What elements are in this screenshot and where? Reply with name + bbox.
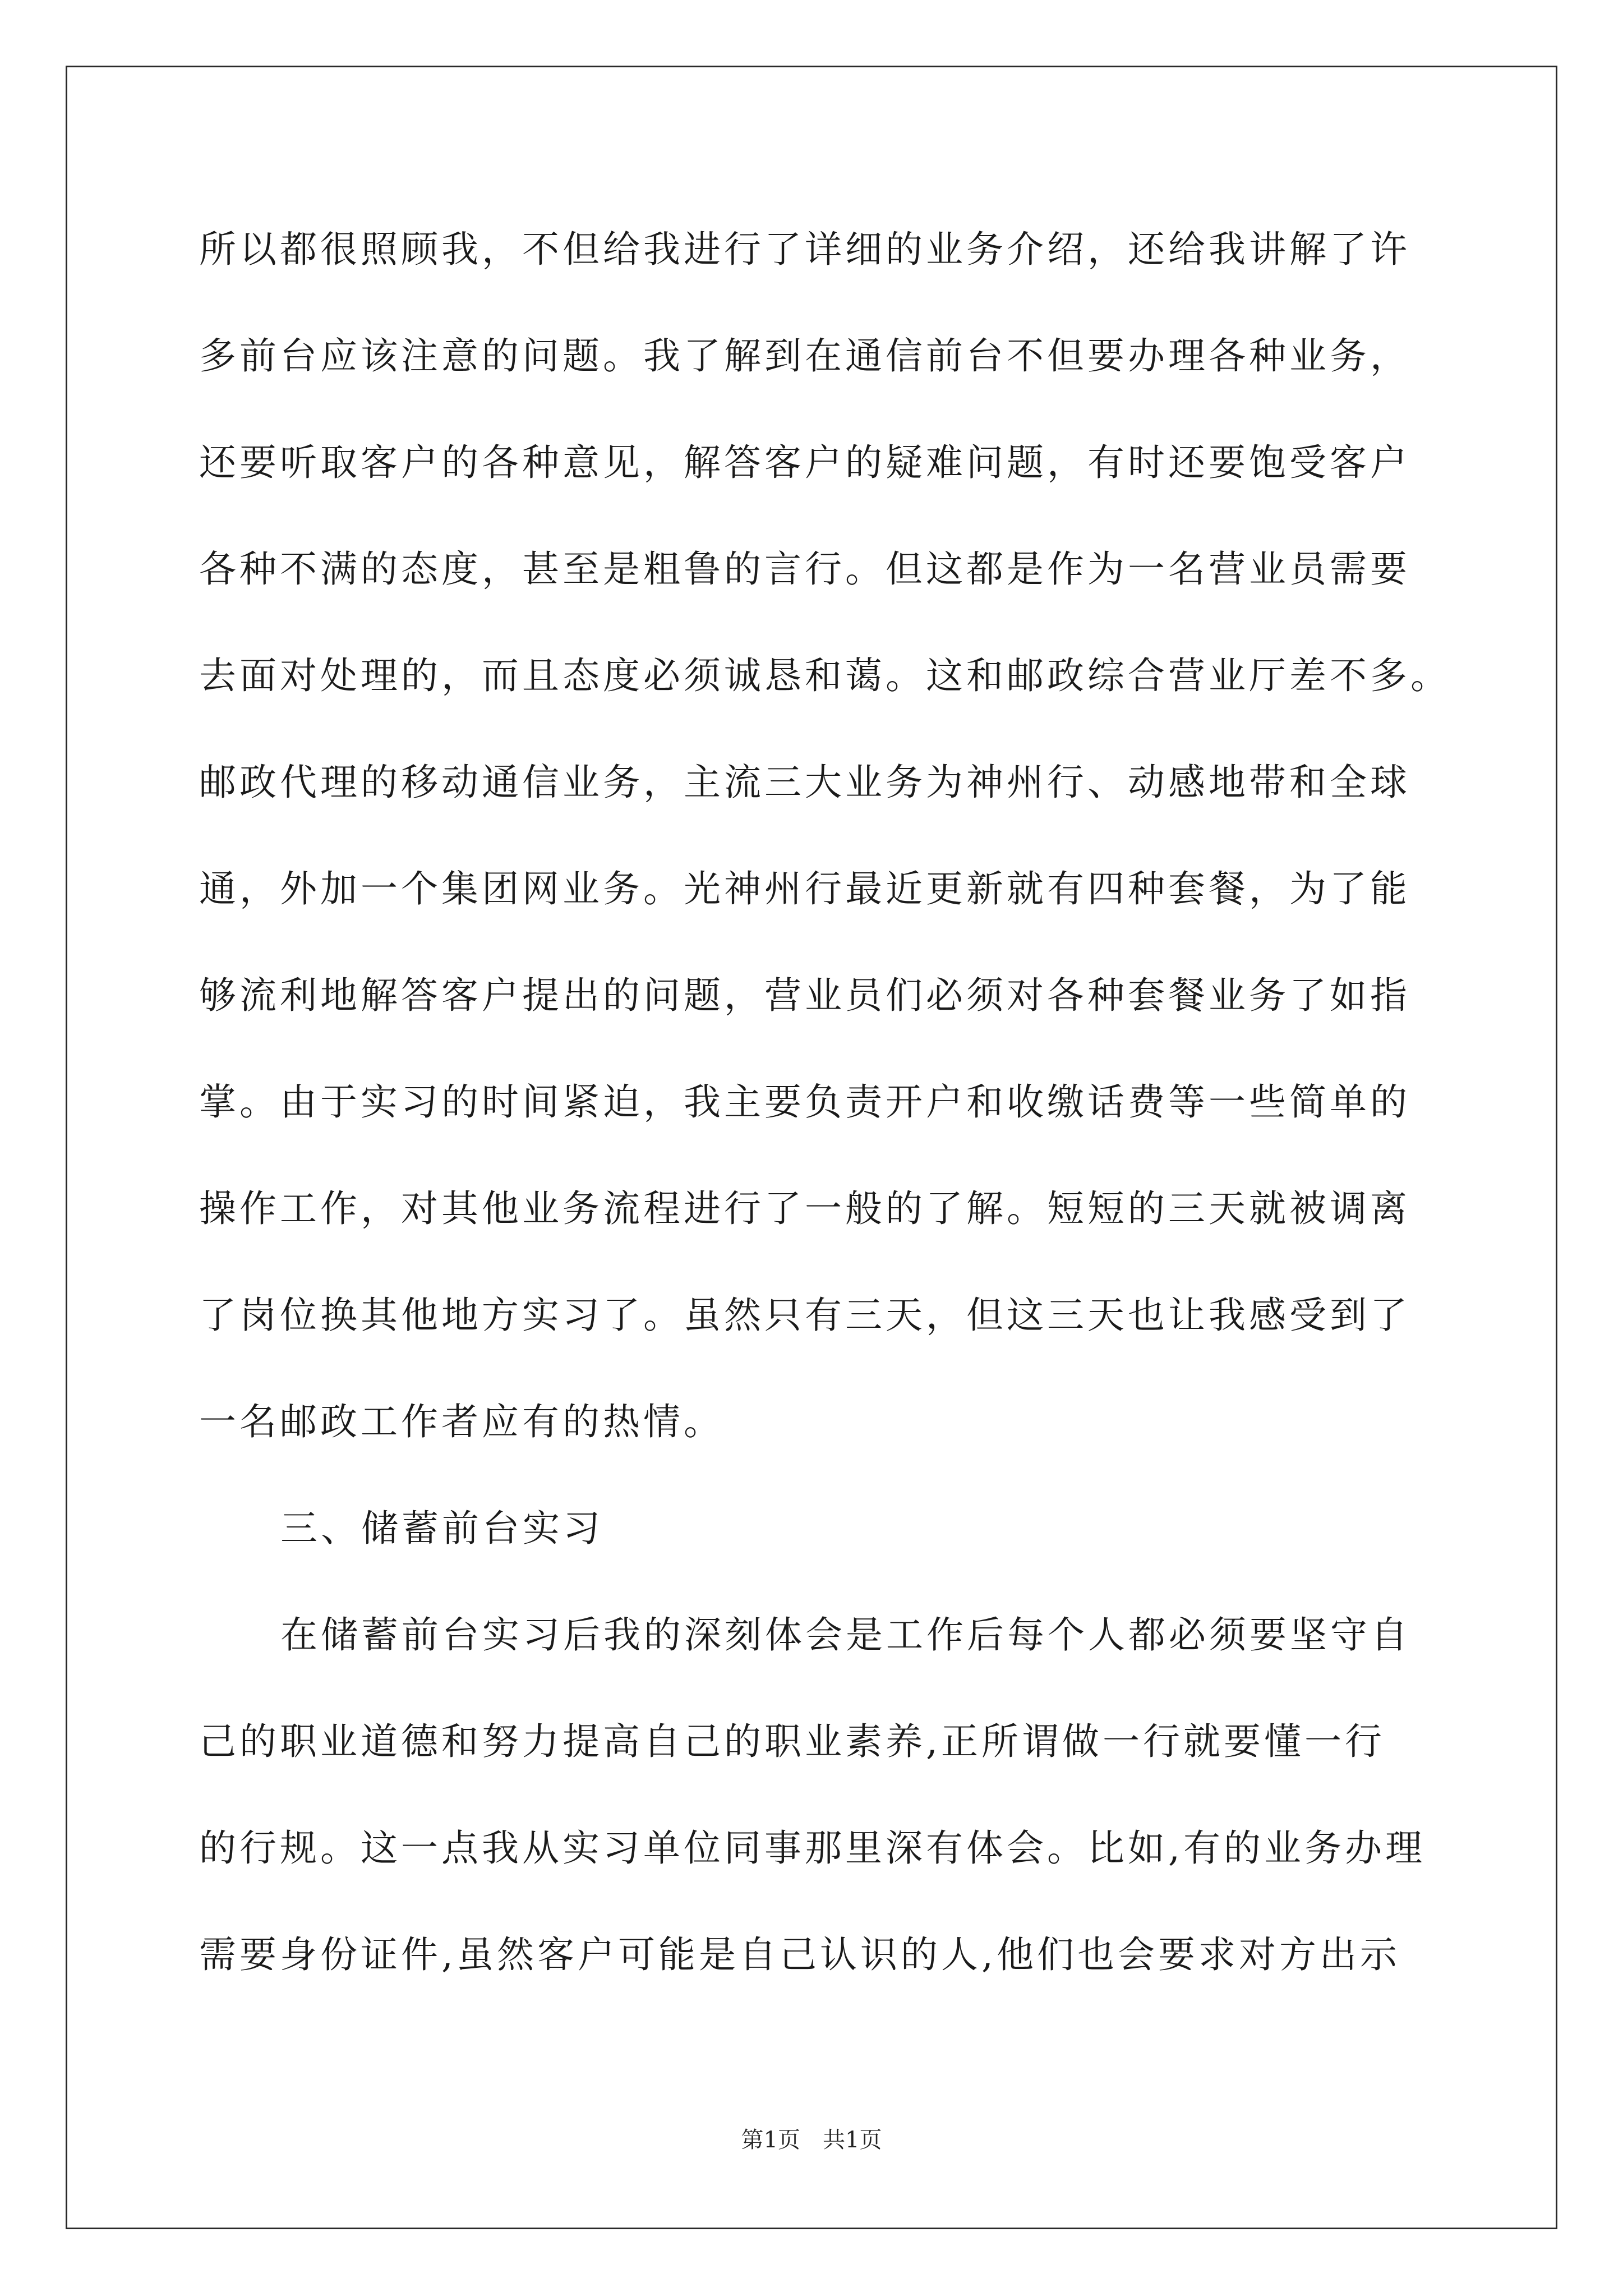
paragraph-line: 在储蓄前台实习后我的深刻体会是工作后每个人都必须要坚守自 xyxy=(280,1613,1411,1657)
paragraph-line: 多前台应该注意的问题。我了解到在通信前台不但要办理各种业务， xyxy=(199,334,1410,378)
paragraph-line: 了岗位换其他地方实习了。虽然只有三天，但这三天也让我感受到了 xyxy=(199,1294,1410,1337)
paragraph-line: 掌。由于实习的时间紧迫，我主要负责开户和收缴话费等一些简单的 xyxy=(199,1080,1410,1124)
page-number-footer: 第1页 共1页 xyxy=(741,2127,882,2153)
paragraph-line: 一名邮政工作者应有的热情。 xyxy=(199,1400,724,1443)
paragraph-line: 己的职业道德和努力提高自己的职业素养,正所谓做一行就要懂一行 xyxy=(199,1720,1385,1763)
paragraph-line: 够流利地解答客户提出的问题，营业员们必须对各种套餐业务了如指 xyxy=(199,974,1410,1017)
paragraph-line: 邮政代理的移动通信业务，主流三大业务为神州行、动感地带和全球 xyxy=(199,761,1410,804)
paragraph-line: 各种不满的态度，甚至是粗鲁的言行。但这都是作为一名营业员需要 xyxy=(199,547,1410,591)
paragraph-line: 所以都很照顾我，不但给我进行了详细的业务介绍，还给我讲解了许 xyxy=(199,228,1410,271)
paragraph-line: 的行规。这一点我从实习单位同事那里深有体会。比如,有的业务办理 xyxy=(199,1826,1426,1870)
paragraph-line: 操作工作，对其他业务流程进行了一般的了解。短短的三天就被调离 xyxy=(199,1187,1410,1230)
section-heading: 三、储蓄前台实习 xyxy=(280,1507,603,1550)
paragraph-line: 需要身份证件,虽然客户可能是自己认识的人,他们也会要求对方出示 xyxy=(199,1933,1400,1976)
page-border xyxy=(66,66,1557,2229)
paragraph-line: 还要听取客户的各种意见，解答客户的疑难问题，有时还要饱受客户 xyxy=(199,441,1410,484)
paragraph-line: 通，外加一个集团网业务。光神州行最近更新就有四种套餐，为了能 xyxy=(199,867,1410,910)
paragraph-line: 去面对处理的，而且态度必须诚恳和蔼。这和邮政综合营业厅差不多。 xyxy=(199,654,1451,697)
